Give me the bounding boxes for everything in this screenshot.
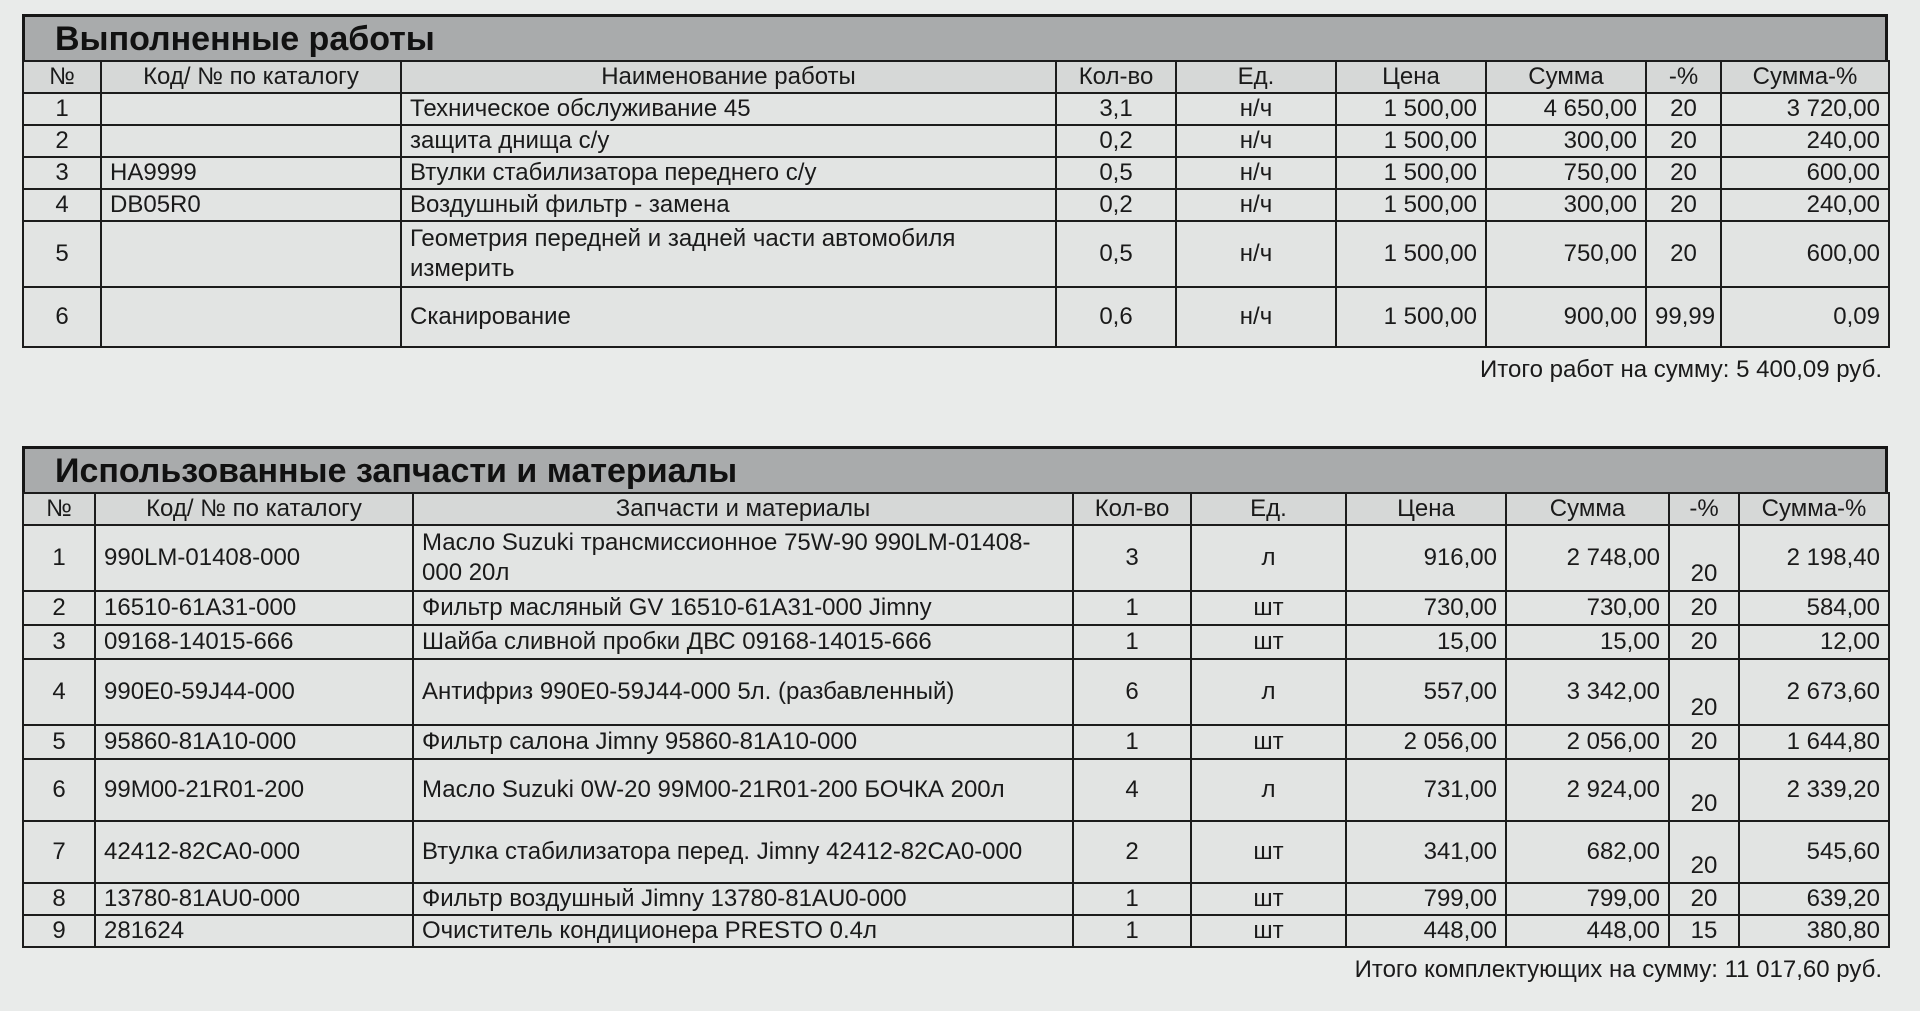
quantity: 1	[1073, 591, 1191, 625]
price: 731,00	[1346, 759, 1506, 821]
catalog-code	[101, 287, 401, 347]
discount-percent: 20	[1669, 883, 1739, 915]
unit: шт	[1191, 591, 1346, 625]
item-name: Воздушный фильтр - замена	[401, 189, 1056, 221]
works-unit-header: Ед.	[1176, 61, 1336, 93]
works-price-header: Цена	[1336, 61, 1486, 93]
works-table-row	[23, 157, 1889, 189]
item-name: Фильтр салона Jimny 95860-81A10-000	[413, 725, 1073, 759]
parts-section	[22, 446, 1888, 984]
sum: 2 924,00	[1506, 759, 1669, 821]
works-num-header: №	[23, 61, 101, 93]
quantity: 0,5	[1056, 157, 1176, 189]
item-name: Шайба сливной пробки ДВС 09168-14015-666	[413, 625, 1073, 659]
sum-after-discount: 545,60	[1739, 821, 1889, 883]
discount-percent: 20	[1669, 725, 1739, 759]
unit: шт	[1191, 625, 1346, 659]
parts-table-row	[23, 591, 1889, 625]
works-title: Выполненные работы	[22, 14, 1888, 60]
unit: л	[1191, 759, 1346, 821]
works-table-row	[23, 287, 1889, 347]
discount-percent: 20	[1669, 759, 1739, 821]
discount-percent: 20	[1646, 221, 1721, 287]
parts-table-row	[23, 659, 1889, 725]
sum-after-discount: 639,20	[1739, 883, 1889, 915]
works-total: Итого работ на сумму: 5 400,09 руб.	[1480, 356, 1882, 383]
discount-percent: 20	[1669, 821, 1739, 883]
unit: н/ч	[1176, 189, 1336, 221]
works-table-row	[23, 221, 1889, 287]
row-number: 3	[23, 625, 95, 659]
parts-title: Использованные запчасти и материалы	[22, 446, 1888, 492]
unit: шт	[1191, 821, 1346, 883]
sum-after-discount: 2 673,60	[1739, 659, 1889, 725]
catalog-code: 95860-81A10-000	[95, 725, 413, 759]
item-name: Антифриз 990E0-59J44-000 5л. (разбавленный)	[413, 659, 1073, 725]
catalog-code: 13780-81AU0-000	[95, 883, 413, 915]
discount-percent: 99,99	[1646, 287, 1721, 347]
item-name: Фильтр масляный GV 16510-61A31-000 Jimny	[413, 591, 1073, 625]
unit: н/ч	[1176, 221, 1336, 287]
item-name: Фильтр воздушный Jimny 13780-81AU0-000	[413, 883, 1073, 915]
sum: 750,00	[1486, 157, 1646, 189]
price: 916,00	[1346, 525, 1506, 591]
works-table-row	[23, 93, 1889, 125]
quantity: 3	[1073, 525, 1191, 591]
parts-header-row	[23, 493, 1889, 525]
price: 1 500,00	[1336, 189, 1486, 221]
sum-after-discount: 12,00	[1739, 625, 1889, 659]
price: 1 500,00	[1336, 287, 1486, 347]
price: 730,00	[1346, 591, 1506, 625]
catalog-code	[101, 125, 401, 157]
discount-percent: 20	[1669, 625, 1739, 659]
parts-body	[23, 525, 1889, 947]
unit: шт	[1191, 883, 1346, 915]
parts-code-header: Код/ № по каталогу	[95, 493, 413, 525]
sum-after-discount: 3 720,00	[1721, 93, 1889, 125]
parts-sum-header: Сумма	[1506, 493, 1669, 525]
works-table-row	[23, 189, 1889, 221]
works-code-header: Код/ № по каталогу	[101, 61, 401, 93]
sum: 3 342,00	[1506, 659, 1669, 725]
row-number: 7	[23, 821, 95, 883]
price: 1 500,00	[1336, 221, 1486, 287]
price: 1 500,00	[1336, 125, 1486, 157]
quantity: 0,6	[1056, 287, 1176, 347]
catalog-code	[101, 93, 401, 125]
price: 2 056,00	[1346, 725, 1506, 759]
row-number: 3	[23, 157, 101, 189]
parts-table-row	[23, 525, 1889, 591]
unit: л	[1191, 659, 1346, 725]
sum-after-discount: 240,00	[1721, 189, 1889, 221]
sum: 4 650,00	[1486, 93, 1646, 125]
quantity: 6	[1073, 659, 1191, 725]
row-number: 4	[23, 659, 95, 725]
parts-total-header: Сумма-%	[1739, 493, 1889, 525]
item-name: Техническое обслуживание 45	[401, 93, 1056, 125]
sum: 300,00	[1486, 189, 1646, 221]
sum-after-discount: 240,00	[1721, 125, 1889, 157]
sum-after-discount: 2 198,40	[1739, 525, 1889, 591]
catalog-code: 16510-61A31-000	[95, 591, 413, 625]
discount-percent: 20	[1669, 659, 1739, 725]
sum: 750,00	[1486, 221, 1646, 287]
row-number: 1	[23, 525, 95, 591]
discount-percent: 20	[1669, 591, 1739, 625]
works-sum-header: Сумма	[1486, 61, 1646, 93]
works-qty-header: Кол-во	[1056, 61, 1176, 93]
parts-table-row	[23, 759, 1889, 821]
catalog-code	[101, 221, 401, 287]
price: 557,00	[1346, 659, 1506, 725]
row-number: 9	[23, 915, 95, 947]
works-table-row	[23, 125, 1889, 157]
works-section	[22, 14, 1888, 384]
catalog-code: 99M00-21R01-200	[95, 759, 413, 821]
item-name: Очиститель кондиционера PRESTO 0.4л	[413, 915, 1073, 947]
works-table	[22, 60, 1890, 348]
sum-after-discount: 1 644,80	[1739, 725, 1889, 759]
works-name-header: Наименование работы	[401, 61, 1056, 93]
parts-table-row	[23, 915, 1889, 947]
parts-table	[22, 492, 1890, 948]
works-total-header: Сумма-%	[1721, 61, 1889, 93]
sum-after-discount: 2 339,20	[1739, 759, 1889, 821]
parts-total: Итого комплектующих на сумму: 11 017,60 руб.	[1354, 956, 1882, 983]
sum-after-discount: 584,00	[1739, 591, 1889, 625]
row-number: 2	[23, 125, 101, 157]
unit: н/ч	[1176, 125, 1336, 157]
catalog-code: DB05R0	[101, 189, 401, 221]
row-number: 4	[23, 189, 101, 221]
row-number: 5	[23, 725, 95, 759]
discount-percent: 20	[1646, 125, 1721, 157]
parts-qty-header: Кол-во	[1073, 493, 1191, 525]
unit: н/ч	[1176, 287, 1336, 347]
quantity: 0,2	[1056, 125, 1176, 157]
parts-name-header: Запчасти и материалы	[413, 493, 1073, 525]
discount-percent: 20	[1646, 157, 1721, 189]
parts-price-header: Цена	[1346, 493, 1506, 525]
item-name: защита днища с/у	[401, 125, 1056, 157]
catalog-code: 990E0-59J44-000	[95, 659, 413, 725]
discount-percent: 20	[1669, 525, 1739, 591]
row-number: 5	[23, 221, 101, 287]
unit: л	[1191, 525, 1346, 591]
item-name: Масло Suzuki трансмиссионное 75W-90 990LM-01408-000 20л	[413, 525, 1073, 591]
quantity: 0,2	[1056, 189, 1176, 221]
parts-table-row	[23, 821, 1889, 883]
quantity: 0,5	[1056, 221, 1176, 287]
sum: 2 748,00	[1506, 525, 1669, 591]
works-header-row	[23, 61, 1889, 93]
unit: шт	[1191, 915, 1346, 947]
sum: 15,00	[1506, 625, 1669, 659]
price: 799,00	[1346, 883, 1506, 915]
quantity: 4	[1073, 759, 1191, 821]
item-name: Сканирование	[401, 287, 1056, 347]
unit: шт	[1191, 725, 1346, 759]
works-body	[23, 93, 1889, 347]
parts-discount-header: -%	[1669, 493, 1739, 525]
quantity: 1	[1073, 725, 1191, 759]
quantity: 1	[1073, 883, 1191, 915]
catalog-code: 42412-82CA0-000	[95, 821, 413, 883]
sum: 799,00	[1506, 883, 1669, 915]
item-name: Масло Suzuki 0W-20 99M00-21R01-200 БОЧКА 200л	[413, 759, 1073, 821]
item-name: Геометрия передней и задней части автомобиля измерить	[401, 221, 1056, 287]
sum: 730,00	[1506, 591, 1669, 625]
parts-num-header: №	[23, 493, 95, 525]
catalog-code: 09168-14015-666	[95, 625, 413, 659]
sum: 682,00	[1506, 821, 1669, 883]
quantity: 1	[1073, 625, 1191, 659]
quantity: 1	[1073, 915, 1191, 947]
catalog-code: 281624	[95, 915, 413, 947]
parts-table-row	[23, 725, 1889, 759]
unit: н/ч	[1176, 93, 1336, 125]
catalog-code: 990LM-01408-000	[95, 525, 413, 591]
item-name: Втулки стабилизатора переднего с/у	[401, 157, 1056, 189]
sum-after-discount: 600,00	[1721, 157, 1889, 189]
discount-percent: 15	[1669, 915, 1739, 947]
sum-after-discount: 600,00	[1721, 221, 1889, 287]
quantity: 2	[1073, 821, 1191, 883]
sum: 448,00	[1506, 915, 1669, 947]
row-number: 1	[23, 93, 101, 125]
price: 1 500,00	[1336, 157, 1486, 189]
unit: н/ч	[1176, 157, 1336, 189]
price: 448,00	[1346, 915, 1506, 947]
parts-table-row	[23, 883, 1889, 915]
sum: 300,00	[1486, 125, 1646, 157]
sum-after-discount: 380,80	[1739, 915, 1889, 947]
sum: 2 056,00	[1506, 725, 1669, 759]
discount-percent: 20	[1646, 189, 1721, 221]
price: 15,00	[1346, 625, 1506, 659]
discount-percent: 20	[1646, 93, 1721, 125]
parts-table-row	[23, 625, 1889, 659]
item-name: Втулка стабилизатора перед. Jimny 42412-82CA0-000	[413, 821, 1073, 883]
price: 1 500,00	[1336, 93, 1486, 125]
row-number: 2	[23, 591, 95, 625]
sum-after-discount: 0,09	[1721, 287, 1889, 347]
row-number: 6	[23, 759, 95, 821]
parts-unit-header: Ед.	[1191, 493, 1346, 525]
row-number: 6	[23, 287, 101, 347]
price: 341,00	[1346, 821, 1506, 883]
catalog-code: HA9999	[101, 157, 401, 189]
quantity: 3,1	[1056, 93, 1176, 125]
row-number: 8	[23, 883, 95, 915]
sum: 900,00	[1486, 287, 1646, 347]
works-discount-header: -%	[1646, 61, 1721, 93]
